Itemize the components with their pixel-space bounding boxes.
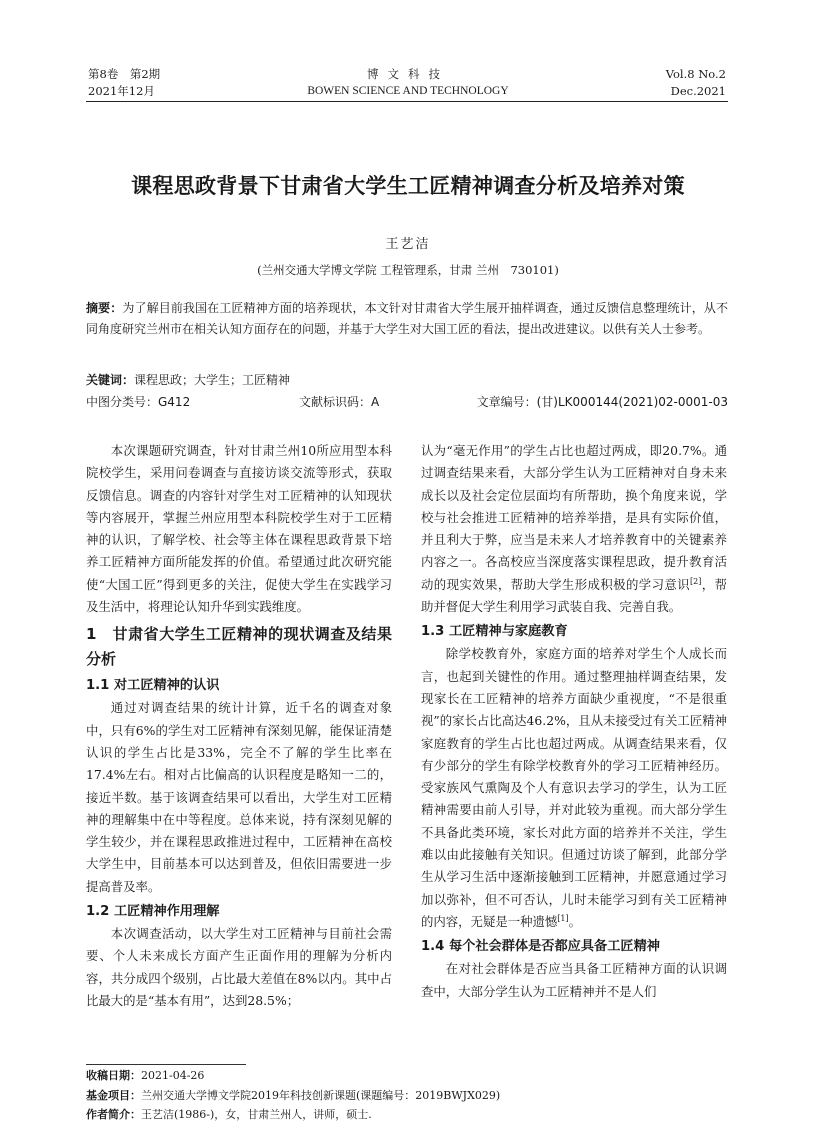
header-right (666, 66, 726, 100)
section-1-4-text: 在对社会群体是否应当具备工匠精神方面的认识调查中，大部分学生认为工匠精神并不是人们 (421, 961, 727, 999)
article-title: 课程思政背景下甘肃省大学生工匠精神调查分析及培养对策 (131, 174, 685, 198)
bio-label: 作者简介： (86, 1108, 141, 1121)
section-1-3-heading: 1.3 工匠精神与家庭教育 (421, 624, 568, 640)
clc-number: 中图分类号：G412 (86, 395, 191, 409)
section-1-heading: 1 甘肃省大学生工匠精神的现状调查及结果分析 (86, 625, 392, 669)
footnote-divider (86, 1064, 246, 1065)
section-1-4-heading: 1.4 每个社会群体是否都应具备工匠精神 (421, 939, 660, 955)
keywords-text: 课程思政；大学生；工匠精神 (134, 373, 291, 387)
section-1-1-text: 通过对调查结果的统计计算，近千名的调查对象中，只有6%的学生对工匠精神有深刻见解，能保证清楚认识的学生占比是33%，完全不了解的学生比率在17.4%左右。相对占比偏高的认识程度是略知一二的，接近半数。基于该调查结果可以看出，大学生对工匠精神的理解集中在中等程度。总体来说，持有深刻见解的学生较少，并在课程思政推进过程中，工匠精神在高校大学生中，目前基本可以达到普及，但依旧需要进一步提高普及率。 (86, 700, 392, 894)
fund-value: 兰州交通大学博文学院2019年科技创新课题(课题编号：2019BWJX029) (141, 1088, 501, 1102)
footnote (86, 1066, 728, 1125)
section-1-1-heading: 1.1 对工匠精神的认识 (86, 678, 220, 694)
abstract-text: 为了解目前我国在工匠精神方面的培养现状，本文针对甘肃省大学生展开抽样调查，通过反馈信息整理统计，从不同角度研究兰州市在相关认知方面存在的问题，并基于大学生对大国工匠的看法，提出改进建议。以供有关人士参考。 (86, 301, 728, 336)
received-value: 2021-04-26 (141, 1069, 205, 1082)
section-1-2-cont-text: 认为“毫无作用”的学生占比也超过两成，即20.7%。通过调查结果来看，大部分学生认为工匠精神对自身未来成长以及社会定位层面均有所帮助，换个角度来说，学校与社会推进工匠精神的培养举措，是具有实际价值，并且利大于弊，应当是未来人才培养教育中的关键素养内容之一。各高校应当深度落实课程思政，提升教育活动的现实效果，帮助大学生形成积极的学习意识 (421, 443, 727, 592)
author-affiliation: (兰州交通大学博文学院 工程管理系，甘肃 兰州 730101) (257, 263, 559, 277)
left-column (86, 440, 392, 1012)
section-1-3-tail: 。 (568, 913, 582, 929)
fund-label: 基金项目： (86, 1088, 141, 1102)
received-label: 收稿日期： (86, 1069, 141, 1082)
document-code: 文献标识码：A (299, 395, 380, 409)
header-volume: 第8卷 第2期 (88, 67, 161, 81)
section-1-3-body: 除学校教育外，家庭方面的培养对学生个人成长而言，也起到关键性的作用。通过整理抽样调查结果，发现家长在工匠精神的培养方面缺少重视度，“不是很重视”的家长占比高达46.2%，且从未接受过有关工匠精神家庭教育的学生占比也超过两成。从调查结果来看，仅有少部分的学生有除学校教育外的学习工匠精神经历。受家族风气熏陶及个人有意识去学习的学生，认为工匠精神需要由前人引导，并对此较为重视。而大部分学生不具备此类环境，家长对此方面的培养并不关注，学生难以由此接触有关知识。但通过访谈了解到，此部分学生从学习生活中逐渐接触到工匠精神，并愿意通过学习加以弥补，但不可否认，儿时未能学习到有关工匠精神的内容，无疑是一种遗憾 (421, 646, 727, 929)
header-date-en: Dec.2021 (670, 84, 726, 98)
fund-project (86, 1086, 728, 1106)
section-1-2-cont-tail: ，帮助并督促大学生利用学习武装自我、完善自我。 (421, 576, 728, 615)
keywords (86, 370, 728, 391)
received-date (86, 1066, 728, 1086)
abstract (86, 298, 728, 340)
author-name: 王艺洁 (385, 237, 431, 252)
keywords-label: 关键词： (86, 373, 135, 387)
right-column (421, 440, 727, 1003)
author-bio (86, 1105, 728, 1125)
intro-paragraph: 本次课题研究调查，针对甘肃兰州10所应用型本科院校学生，采用问卷调查与直接访谈交流等形式，获取反馈信息。调查的内容针对学生对工匠精神的认知现状等内容展开，掌握兰州应用型本科院校学生对于工匠精神的认识，了解学校、社会等主体在课程思政背景下培养工匠精神方面所能发挥的价值。希望通过此次研究能使“大国工匠”得到更多的关注，促使大学生在实践学习及生活中，将理论认知升华到实践维度。 (86, 443, 392, 615)
header-volume-en: Vol.8 No.2 (665, 67, 726, 81)
citation-2: [2] (690, 576, 702, 586)
journal-name-en: BOWEN SCIENCE AND TECHNOLOGY (307, 85, 509, 97)
header-divider (86, 101, 728, 102)
section-1-2-text: 本次调查活动，以大学生对工匠精神与目前社会需要、个人未来成长方面产生正面作用的理解为分析内容，共分成四个级别，占比最大差值在8%以内。其中占比最大的是“基本有用”，达到28.5%； (86, 926, 392, 1008)
section-1-3-text (421, 643, 727, 933)
section-1-2-continued (421, 440, 727, 618)
header-date: 2021年12月 (88, 84, 155, 98)
abstract-label: 摘要： (86, 301, 123, 315)
article-number: 文章编号：(甘)LK000144(2021)02-0001-03 (476, 395, 728, 409)
section-1-2-heading: 1.2 工匠精神作用理解 (86, 904, 220, 920)
journal-name-cn: 博文科技 (367, 67, 449, 81)
citation-1: [1] (557, 913, 569, 923)
bio-value: 王艺洁(1986-)，女，甘肃兰州人，讲师，硕士. (141, 1108, 372, 1121)
